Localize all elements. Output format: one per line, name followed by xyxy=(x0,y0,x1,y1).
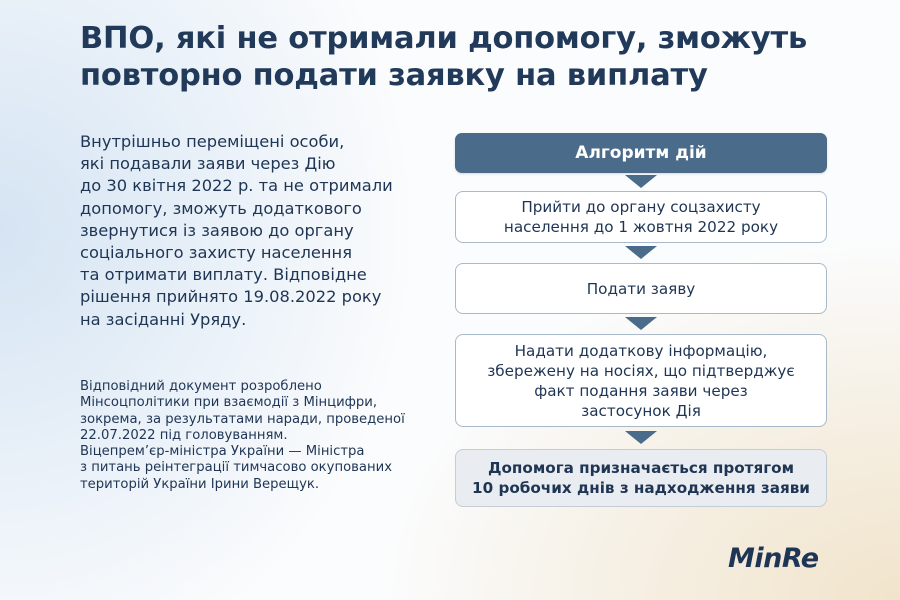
intro-line: до 30 квітня 2022 р. та не отримали xyxy=(80,176,393,196)
minre-logo: MinRe xyxy=(728,543,819,574)
intro-line: Внутрішньо переміщені особи, xyxy=(80,132,345,151)
note-line: територій України Ірини Верещук. xyxy=(80,476,320,492)
note-line: Мінсоцполітики при взаємодії з Мінцифри, xyxy=(80,395,378,411)
step-line: застосунок Дія xyxy=(581,401,701,420)
step-line: збережену на носіях, що підтверджує xyxy=(487,361,795,380)
intro-line: які подавали заяви через Дію xyxy=(80,154,336,174)
intro-line: звернутися із заявою до органу xyxy=(80,220,354,240)
arrow-down-icon xyxy=(625,175,657,188)
note-line: Віцепрем’єр-міністра України — Міністра xyxy=(80,444,365,460)
step-line: населення до 1 жовтня 2022 року xyxy=(503,218,779,236)
intro-line: соціального захисту населення xyxy=(80,243,352,263)
intro-line: на засіданні Уряду. xyxy=(80,309,247,329)
flow-step-assistance-granted xyxy=(455,449,827,507)
intro-line: допомогу, зможуть додаткового xyxy=(80,198,362,218)
intro-line: та отримати виплату. Відповідне xyxy=(80,265,367,285)
flow-step-provide-info xyxy=(455,334,827,427)
flow-step-submit-application xyxy=(455,263,827,314)
intro-paragraph xyxy=(80,131,425,331)
page-title xyxy=(80,20,840,94)
step-line: 10 робочих днів з надходження заяви xyxy=(472,479,810,497)
note-line: зокрема, за результатами наради, проведеної xyxy=(80,411,405,427)
arrow-down-icon xyxy=(625,246,657,259)
footnote-paragraph xyxy=(80,379,450,493)
algorithm-header: Алгоритм дій xyxy=(455,133,827,173)
step-line: Допомога призначається протягом xyxy=(487,459,795,477)
title-line: повторно подати заявку на виплату xyxy=(80,58,708,93)
arrow-down-icon xyxy=(625,431,657,444)
intro-line: рішення прийнято 19.08.2022 року xyxy=(80,287,382,307)
step-line: Прийти до органу соцзахисту xyxy=(521,198,761,216)
step-line: Надати додаткову інформацію, xyxy=(514,341,768,360)
step-line: факт подання заяви через xyxy=(534,381,748,400)
note-line: з питань реінтеграції тимчасово окупованих xyxy=(80,460,392,476)
title-line: ВПО, які не отримали допомогу, зможуть xyxy=(80,21,808,56)
step-line: Подати заяву xyxy=(586,279,696,298)
arrow-down-icon xyxy=(625,317,657,330)
note-line: 22.07.2022 під головуванням. xyxy=(80,427,288,443)
note-line: Відповідний документ розроблено xyxy=(80,379,322,394)
flow-step-visit-office xyxy=(455,191,827,243)
